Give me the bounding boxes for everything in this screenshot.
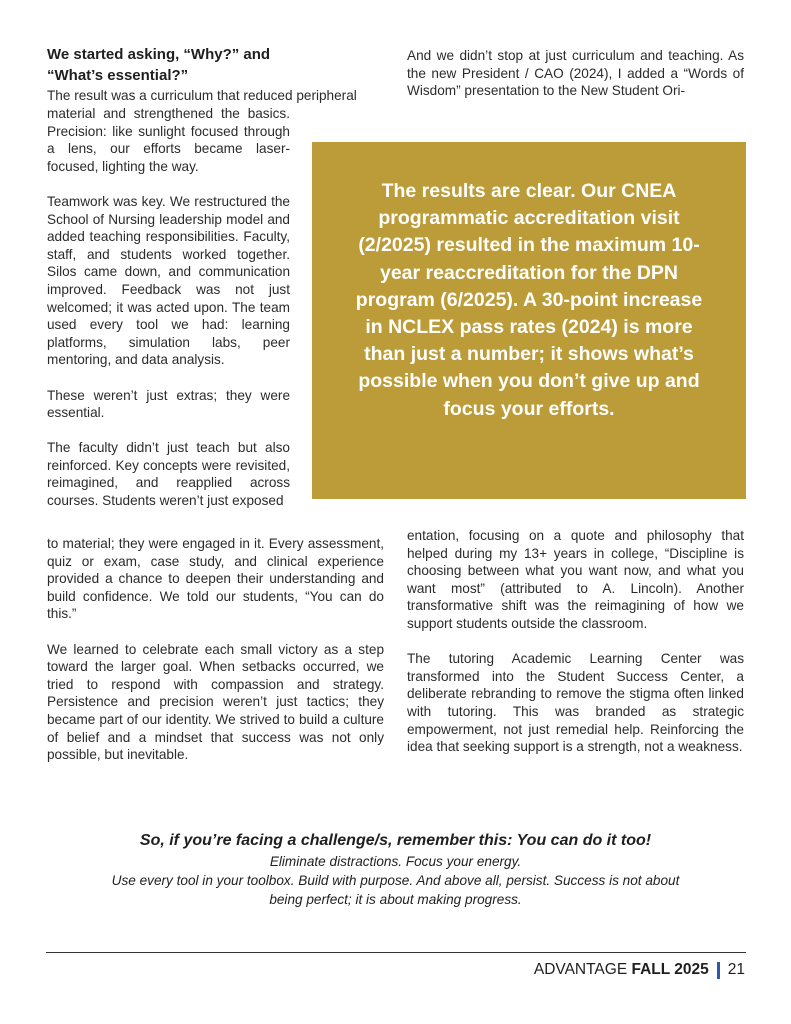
closing-line-2: Eliminate distractions. Focus your energy. (269, 854, 522, 869)
left-para-3: These weren’t just extras; they were essential. (47, 387, 290, 421)
pull-quote-callout (312, 142, 746, 499)
heading-line-1: We started asking, “Why?” and (47, 46, 271, 63)
section-heading (47, 44, 347, 86)
page-footer (534, 961, 745, 979)
footer-divider (46, 952, 746, 953)
right-column-lower (407, 527, 744, 773)
right-column-top: And we didn’t stop at just curriculum and teaching. As the new President / CAO (2024), I added a “Words of Wisdom” presentation to the New Student Ori- (407, 48, 744, 99)
left-para-5: We learned to celebrate each small victory as a step toward the larger goal. When setbacks occurred, we tried to respond with compassion and strategy. Persistence and precision weren’t just tactics; they became part of our identity. We strived to build a culture of belief and a mindset that success was not only possible, but inevitable. (47, 641, 384, 763)
right-para-1: entation, focusing on a quote and philosophy that helped during my 13+ years in college, “Discipline is choosing between what you want now, and what you want most” (attributed to A. Lincoln). Another transformative shift was the reimagining of how we support students outside the classroom. (407, 528, 744, 631)
footer-accent-bar (717, 962, 720, 979)
callout-text: The results are clear. Our CNEA programmatic accreditation visit (2/2025) resulted in the maximum 10-year reaccreditation for the DPN program (6/2025). A 30-point increase in NCLEX pass rates (2024) is more than just a number; it shows what’s possible when you don’t give up and focus your efforts. (355, 180, 703, 420)
left-column-upper (47, 105, 290, 510)
closing-line-3: Use every tool in your toolbox. Build with purpose. And above all, persist. Success is not about being perfect; it is about making progress. (111, 873, 680, 907)
closing-message (60, 830, 731, 909)
left-para-1: material and strengthened the basics. Precision: like sunlight focused through a lens, our efforts became laser-focused, lighting the way. (47, 106, 290, 174)
page-number: 21 (727, 961, 745, 978)
left-para-1-wide: The result was a curriculum that reduced peripheral (47, 88, 357, 103)
left-para-2: Teamwork was key. We restructured the School of Nursing leadership model and added teaching responsibilities. Faculty, staff, and students worked together. Silos came down, and communication improved. Feedback was not just welcomed; it was acted upon. The team used every tool we had: learning platforms, simulation labs, peer mentoring, and data analysis. (47, 193, 290, 368)
left-para-4: The faculty didn’t just teach but also reinforced. Key concepts were revisited, reimagined, and reapplied across courses. Students weren’t just exposed (47, 440, 290, 509)
left-para-4-cont: to material; they were engaged in it. Every assessment, quiz or exam, case study, and clinical experience provided a chance to deepen their understanding and build confidence. We told our students, “You can do this.” (47, 536, 384, 622)
left-column-lower (47, 535, 384, 781)
right-para-2: The tutoring Academic Learning Center was transformed into the Student Success Center, a deliberate rebranding to remove the stigma often linked with tutoring. This was branded as strategic empowerment, not just remedial help. Reinforcing the idea that seeking support is a strength, not a weakness. (407, 651, 744, 755)
footer-publication: ADVANTAGE (533, 961, 628, 978)
heading-line-2: “What’s essential?” (47, 67, 189, 84)
closing-line-1: So, if you’re facing a challenge/s, remember this: You can do it too! (139, 832, 652, 849)
footer-issue: FALL 2025 (631, 961, 709, 978)
